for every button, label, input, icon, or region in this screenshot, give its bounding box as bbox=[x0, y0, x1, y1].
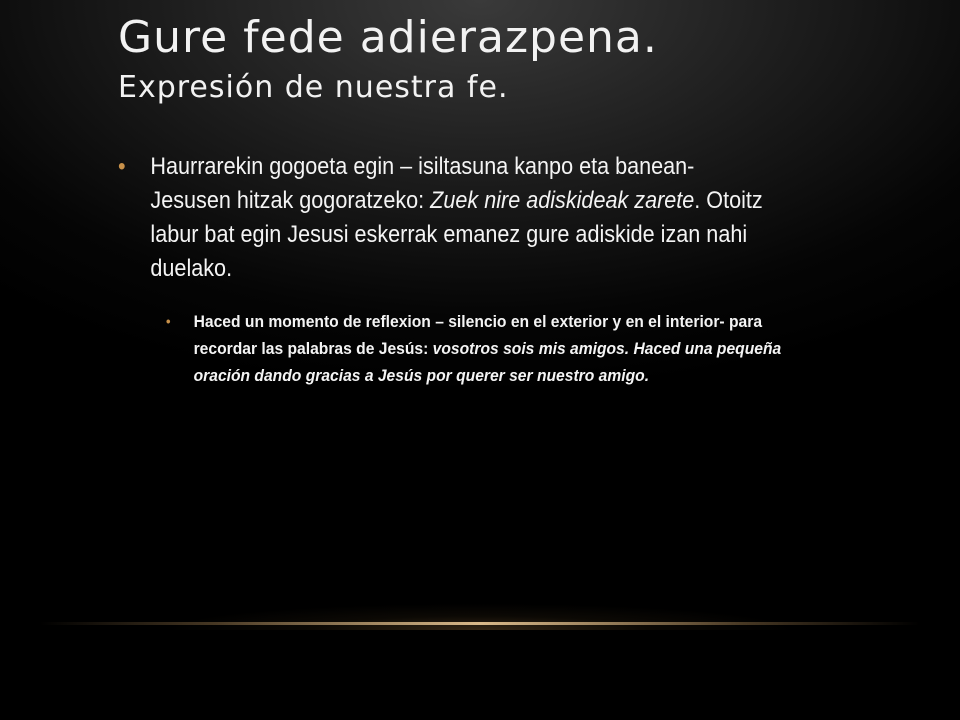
bullet-item-spanish bbox=[166, 308, 782, 389]
slide-title: Gure fede adierazpena. bbox=[118, 12, 658, 63]
bottom-glow bbox=[60, 560, 900, 630]
bullet-text-italic: vosotros sois mis amigos. Haced una pequeña oración dando gracias a Jesús por querer ser nuestro amigo. bbox=[193, 339, 782, 385]
bullet-text: Haurrarekin gogoeta egin – isiltasuna kanpo eta banean- Jesusen hitzak gogoratzeko: bbox=[150, 153, 695, 214]
bullet-marker: • bbox=[118, 153, 126, 180]
slide-title-block bbox=[118, 6, 918, 106]
bullet-marker: • bbox=[166, 313, 171, 329]
bullet-text: . Otoitz labur bat egin Jesusi eskerrak emanez gure adiskide izan nahi duelako. bbox=[150, 187, 763, 282]
bullet-item-basque bbox=[118, 150, 780, 286]
slide-content bbox=[118, 150, 782, 389]
accent-line bbox=[40, 622, 920, 625]
bullet-text: Haced un momento de reflexion – silencio en el exterior y en el interior- para recordar las palabras de Jesús: bbox=[193, 312, 763, 358]
slide-subtitle: Expresión de nuestra fe. bbox=[118, 70, 509, 105]
bullet-text-italic: Zuek nire adiskideak zarete bbox=[430, 187, 695, 214]
